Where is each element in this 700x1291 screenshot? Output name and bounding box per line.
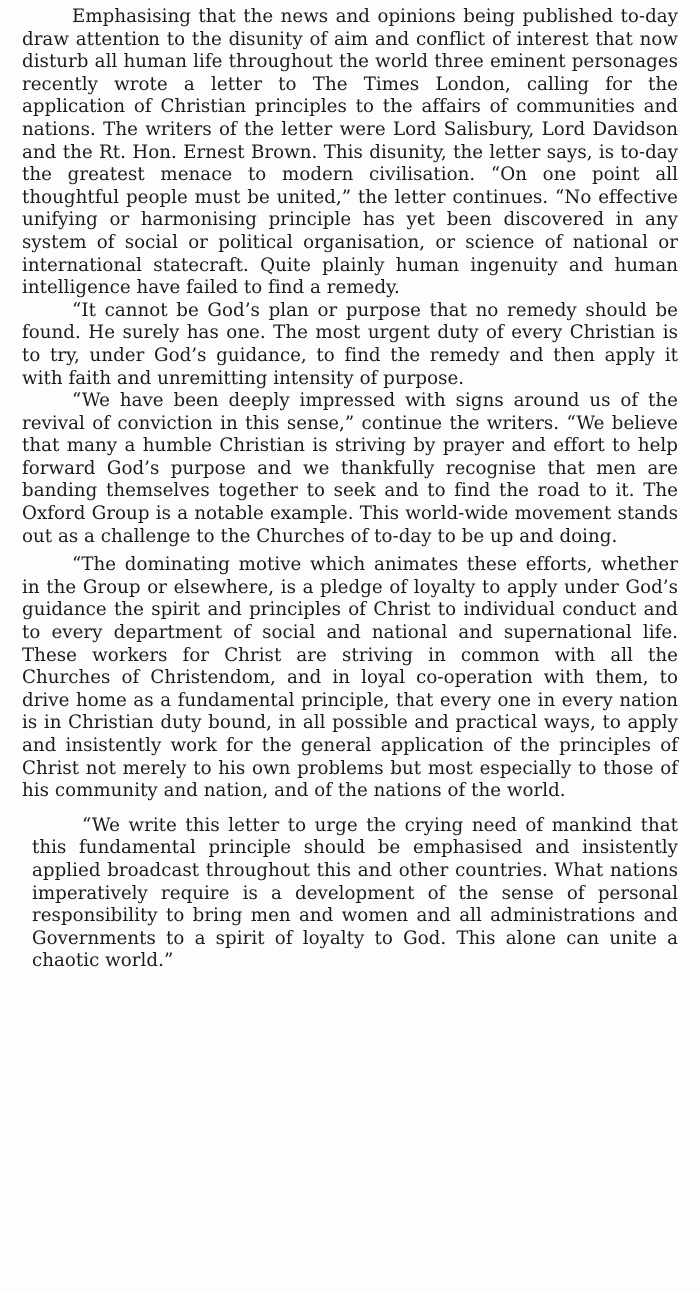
article-column [22,6,678,973]
paragraph-gods-plan: “It cannot be God’s plan or purpose that no remedy should be found. He surely has one. The most urgent duty of every Christian is to try, under God’s guidance, to find the remedy and then apply it with faith and unremitting intensity of purpose. [22,299,678,389]
paragraph-dominating-motive: “The dominating motive which animates these efforts, whether in the Group or elsewhere, is a pledge of loyalty to apply under God’s guidance the spirit and principles of Christ to individual conduct and to every department of social and national and supernational life. These workers for Christ are striving in common with all the Churches of Christendom, and in loyal co-operation with them, to drive home as a fundamental principle, that every one in every nation is in Christian duty bound, in all possible and practical ways, to apply and insistently work for the general application of the principles of Christ not merely to his own problems but most especially to those of his community and nation, and of the nations of the world. [22,554,678,802]
paragraph-revival: “We have been deeply impressed with signs around us of the revival of conviction in this sense,” continue the writers. “We believe that many a humble Christian is striving by prayer and effort to help forward God’s purpose and we thankfully recognise that men are banding themselves together to seek and to find the road to it. The Oxford Group is a notable example. This world-wide movement stands out as a challenge to the Churches of to-day to be up and doing. [22,390,678,547]
paragraph-intro: Emphasising that the news and opinions being published to-day draw attention to the disunity of aim and conflict of interest that now disturb all human life throughout the world three eminent personages recently wrote a letter to The Times London, calling for the application of Christian principles to the affairs of communities and nations. The writers of the letter were Lord Salisbury, Lord Davidson and the Rt. Hon. Ernest Brown. This disunity, the letter says, is to-day the greatest menace to modern civilisation. “On one point all thoughtful people must be united,” the letter continues. “No effective unifying or harmonising principle has yet been discovered in any system of social or political organisation, or science of national or international statecraft. Quite plainly human ingenuity and human intelligence have failed to find a remedy. [22,6,678,299]
paragraph-closing: “We write this letter to urge the crying need of mankind that this fundamental principle should be emphasised and insistently applied broadcast throughout this and other countries. What nations imperatively require is a development of the sense of personal responsibility to bring men and women and all administrations and Governments to a spirit of loyalty to God. This alone can unite a chaotic world.” [32,814,678,972]
